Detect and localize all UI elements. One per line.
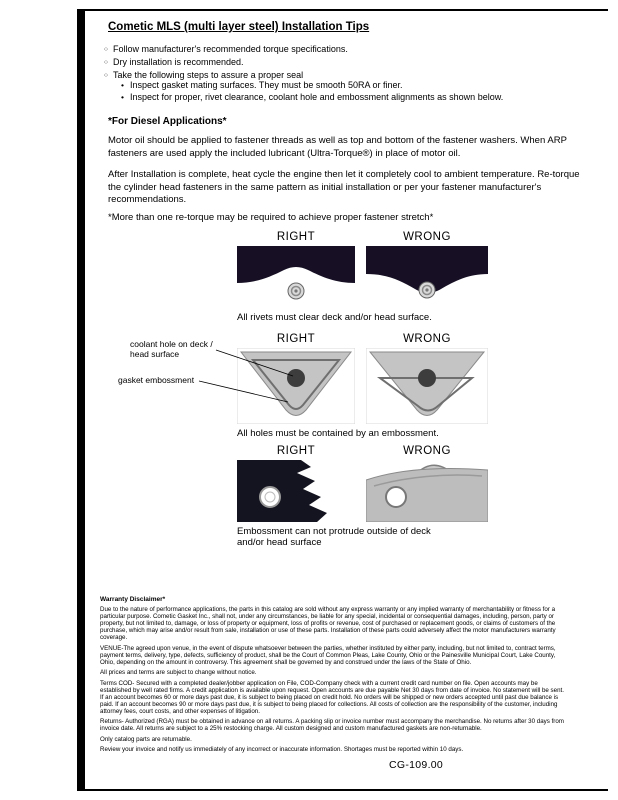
- bullet-list: [104, 43, 348, 82]
- warranty-paragraph: Returns- Authorized (RGA) must be obtained in advance on all returns. A packing slip or invoice number must accompany the merchandise. No returns after 30 days from invoice date. All returns are subject to a 25% restocking charge. All custom designed and custom manufactured gaskets are non-returnable.: [100, 718, 564, 732]
- diagram-rivet-right: [237, 246, 355, 307]
- rivet-clear-diagram: [237, 246, 355, 307]
- rivet-overlap-diagram: [366, 246, 488, 307]
- sub-bullet-item: [121, 91, 503, 103]
- warranty-paragraph: Due to the nature of performance applications, the parts in this catalog are sold without any express warranty or any implied warranty of merchantability or fitness for a particular purpose. Cometic Gasket Inc., shall not, under any circumstances, be liable for any special, incidental or consequential damages, including, person, party or property, but not limited to, damage, or loss of property or equipment, loss of profits or revenue, cost of purchased or replacement goods, or claims of customers of the purchase, which may arise and/or result from sale, installation or use of these parts. Installation of these parts could adversely affect the motor manufacturers warranty coverage.: [100, 606, 556, 641]
- bullet-item: [104, 56, 348, 69]
- warranty-paragraph: Review your invoice and notify us immediately of any incorrect or inaccurate information. Shortages must be reported within 10 days.: [100, 746, 464, 753]
- warranty-paragraph: VENUE-The agreed upon venue, in the event of dispute whatsoever between the parties, whether instituted by either party, including, but not limited to, contract terms, payment terms, delivery, type, defects, sufficiency of product, shall be the Court of Common Pleas, Lake County, Ohio or the Painesville Municipal Court, Lake County, Ohio, depending on the amount in controversy. This agreement shall be governed by and construed under the laws of the State of Ohio.: [100, 644, 556, 666]
- bullet-text: Dry installation is recommended.: [113, 57, 244, 67]
- sub-bullet-text: Inspect gasket mating surfaces. They must be smooth 50RA or finer.: [130, 80, 403, 90]
- diagram-rivet-wrong: [366, 246, 488, 307]
- hole-contained-diagram: [237, 348, 355, 424]
- diagram-protrude-right: [237, 460, 355, 522]
- bullet-text: Take the following steps to assure a proper seal: [113, 70, 304, 80]
- wrong-label-row1: WRONG: [403, 231, 451, 243]
- embossment-inside-diagram: [237, 460, 355, 522]
- warranty-paragraph: All prices and terms are subject to change without notice.: [100, 669, 257, 676]
- caption-holes: All holes must be contained by an embossment.: [237, 428, 439, 439]
- sub-bullet-item: [121, 79, 503, 91]
- warranty-paragraph: Only catalog parts are returnable.: [100, 735, 192, 743]
- page-border-top: [84, 9, 608, 11]
- caption-embossment: Embossment can not protrude outside of deck and/or head surface: [237, 526, 431, 548]
- warranty-disclaimer-section: [100, 596, 568, 757]
- wrong-label-row3: WRONG: [403, 445, 451, 457]
- coolant-hole-callout: coolant hole on deck / head surface: [130, 339, 213, 359]
- wrong-label-row2: WRONG: [403, 333, 451, 345]
- right-label-row2: RIGHT: [276, 333, 316, 345]
- sub-bullet-list: [121, 79, 503, 103]
- embossment-protruding-diagram: [366, 460, 488, 522]
- heat-cycle-paragraph: After Installation is complete, heat cycle the engine then let it completely cool to ambient temperature. Re-torque the cylinder head fasteners in the same pattern as initial installation or per your fastener manufacturer's recommendations.: [108, 169, 580, 205]
- page-title: Cometic MLS (multi layer steel) Installation Tips: [108, 21, 370, 33]
- page-border-bottom: [84, 789, 608, 791]
- right-label-row1: RIGHT: [276, 231, 316, 243]
- diagram-hole-right: [237, 348, 355, 424]
- gasket-embossment-callout: gasket embossment: [118, 375, 195, 385]
- open-circle-bullet-icon: ○: [104, 46, 108, 53]
- retorque-note: *More than one re-torque may be required to achieve proper fastener stretch*: [108, 212, 434, 223]
- motor-oil-paragraph: Motor oil should be applied to fastener threads as well as top and bottom of the fastener washers. When ARP fasteners are used apply the included lubricant (Ultra-Torque®) in place of motor oil.: [108, 135, 567, 159]
- hole-crossing-diagram: [366, 348, 488, 424]
- caption-rivets: All rivets must clear deck and/or head surface.: [237, 312, 432, 323]
- open-circle-bullet-icon: ○: [104, 59, 108, 66]
- diagram-protrude-wrong: [366, 460, 488, 522]
- warranty-paragraph: Terms COD- Secured with a completed dealer/jobber application on File, COD-Company check with a current credit card number on file. Open accounts may be established by well rated firms. A credit application is available upon request. Open accounts are due payable Net 30 days from date of invoice. No statement will be sent. If an account becomes 60 or more days past due, it is subject to being placed on credit hold. No orders will be shipped or new orders accepted until past due balance is paid. If an account becomes 90 or more days past due, it is subject to being placed for collections. All costs of collection are the responsibility of the customer, including attorney fees, court costs, and other expenses of litigation.: [100, 679, 564, 715]
- sub-bullet-text: Inspect for proper, rivet clearance, coolant hole and embossment alignments as shown below.: [130, 92, 504, 102]
- bullet-item: [104, 43, 348, 56]
- page-border-left: [77, 9, 85, 791]
- filled-circle-bullet-icon: •: [121, 92, 124, 102]
- warranty-heading: Warranty Disclaimer*: [100, 596, 166, 603]
- open-circle-bullet-icon: ○: [104, 72, 108, 79]
- page-number: CG-109.00: [389, 759, 444, 771]
- filled-circle-bullet-icon: •: [121, 80, 124, 90]
- diagram-hole-wrong: [366, 348, 488, 424]
- bullet-text: Follow manufacturer's recommended torque specifications.: [113, 44, 348, 54]
- diesel-applications-heading: *For Diesel Applications*: [108, 116, 227, 127]
- right-label-row3: RIGHT: [276, 445, 316, 457]
